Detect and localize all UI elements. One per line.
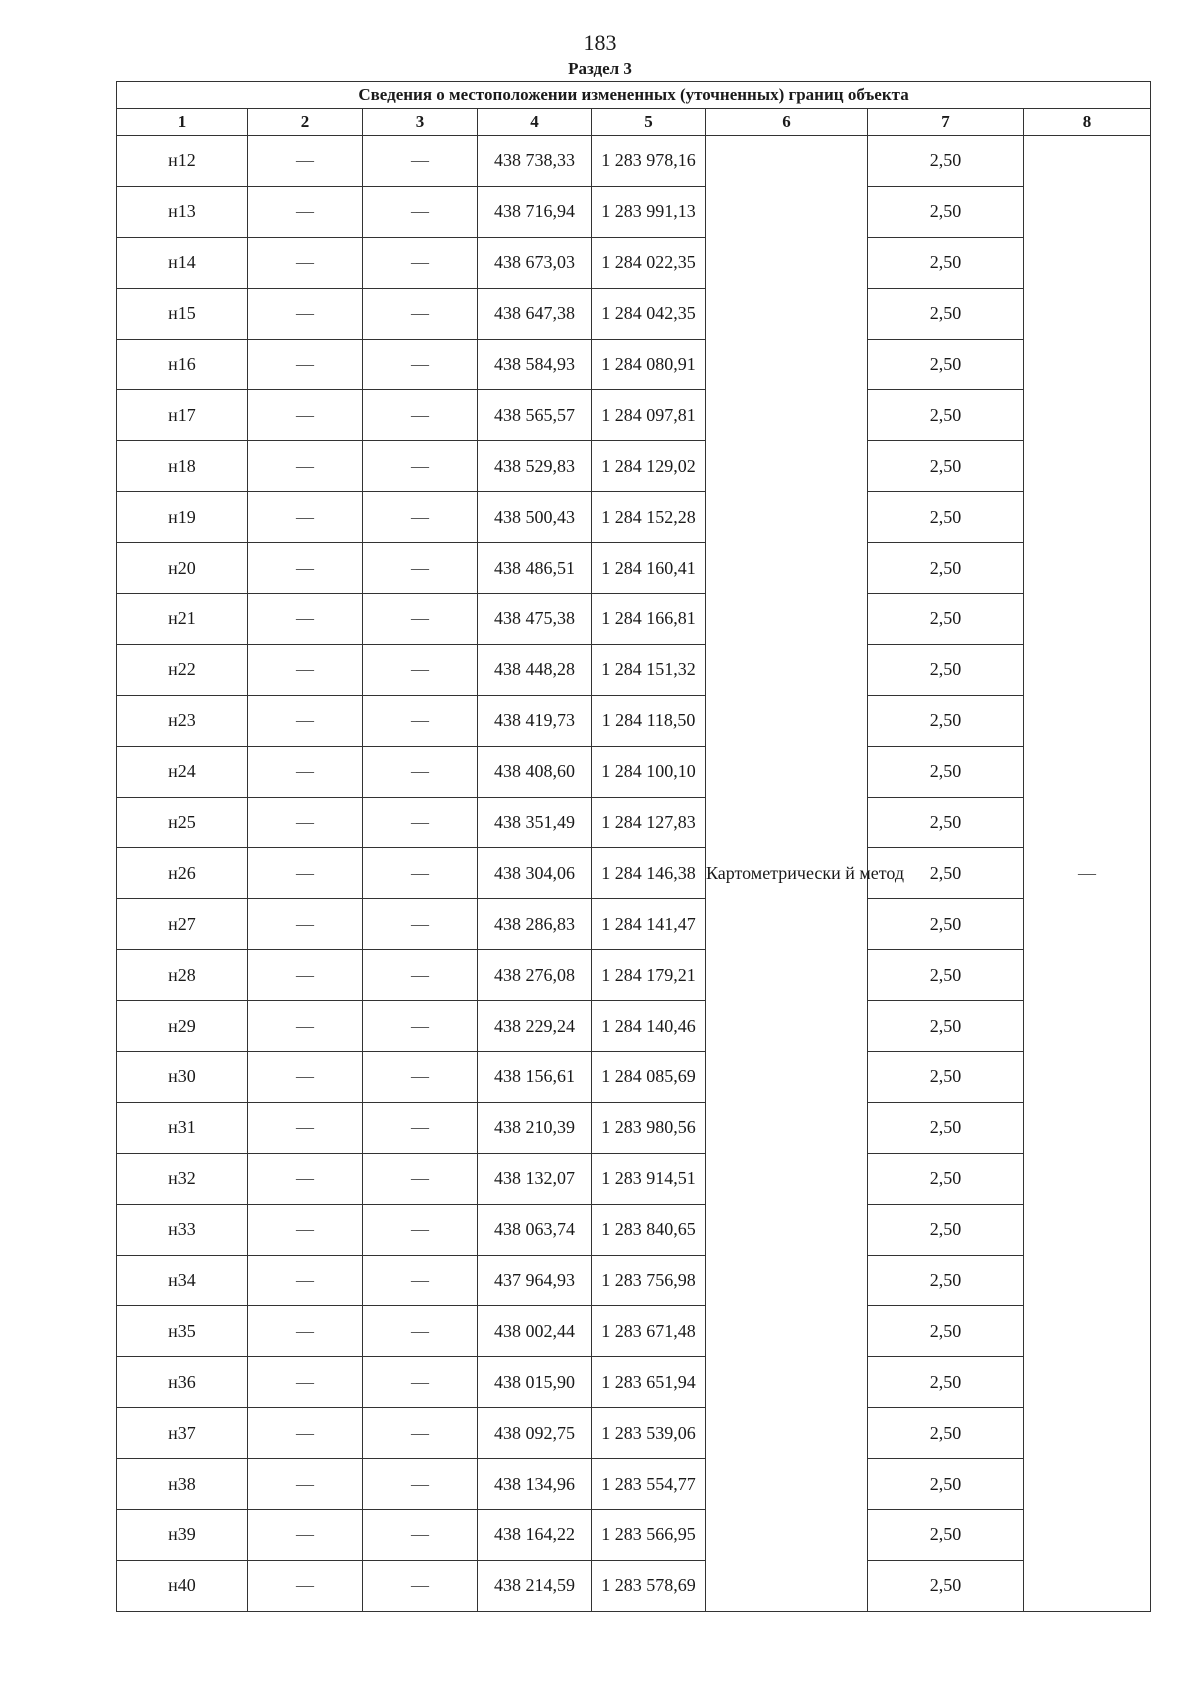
column-3-cell: — xyxy=(363,1357,478,1408)
table-row xyxy=(117,136,1151,187)
column-2-cell: — xyxy=(248,695,363,746)
point-name-cell: н15 xyxy=(117,288,248,339)
x-coordinate-cell: 438 229,24 xyxy=(478,1001,592,1052)
column-number-row xyxy=(117,109,1151,136)
table-row xyxy=(117,1255,1151,1306)
accuracy-cell: 2,50 xyxy=(868,594,1024,645)
column-2-cell: — xyxy=(248,1001,363,1052)
y-coordinate-cell: 1 284 085,69 xyxy=(592,1052,706,1103)
table-row xyxy=(117,594,1151,645)
accuracy-cell: 2,50 xyxy=(868,1560,1024,1611)
column-2-cell: — xyxy=(248,136,363,187)
accuracy-cell: 2,50 xyxy=(868,1001,1024,1052)
y-coordinate-cell: 1 284 179,21 xyxy=(592,950,706,1001)
accuracy-cell: 2,50 xyxy=(868,1459,1024,1510)
point-name-cell: н30 xyxy=(117,1052,248,1103)
y-coordinate-cell: 1 283 991,13 xyxy=(592,186,706,237)
x-coordinate-cell: 438 529,83 xyxy=(478,441,592,492)
accuracy-cell: 2,50 xyxy=(868,848,1024,899)
y-coordinate-cell: 1 284 097,81 xyxy=(592,390,706,441)
table-row xyxy=(117,797,1151,848)
column-2-cell: — xyxy=(248,1560,363,1611)
column-2-cell: — xyxy=(248,644,363,695)
point-name-cell: н12 xyxy=(117,136,248,187)
x-coordinate-cell: 438 214,59 xyxy=(478,1560,592,1611)
y-coordinate-cell: 1 284 141,47 xyxy=(592,899,706,950)
table-row xyxy=(117,1408,1151,1459)
x-coordinate-cell: 438 565,57 xyxy=(478,390,592,441)
y-coordinate-cell: 1 284 127,83 xyxy=(592,797,706,848)
y-coordinate-cell: 1 283 651,94 xyxy=(592,1357,706,1408)
x-coordinate-cell: 438 408,60 xyxy=(478,746,592,797)
x-coordinate-cell: 438 647,38 xyxy=(478,288,592,339)
accuracy-cell: 2,50 xyxy=(868,288,1024,339)
accuracy-cell: 2,50 xyxy=(868,797,1024,848)
column-3-cell: — xyxy=(363,1560,478,1611)
accuracy-cell: 2,50 xyxy=(868,695,1024,746)
x-coordinate-cell: 438 500,43 xyxy=(478,492,592,543)
point-name-cell: н16 xyxy=(117,339,248,390)
column-3-cell: — xyxy=(363,1255,478,1306)
point-name-cell: н17 xyxy=(117,390,248,441)
table-row xyxy=(117,339,1151,390)
point-name-cell: н25 xyxy=(117,797,248,848)
column-3-cell: — xyxy=(363,390,478,441)
column-2-cell: — xyxy=(248,1510,363,1561)
table-row xyxy=(117,237,1151,288)
point-name-cell: н18 xyxy=(117,441,248,492)
point-name-cell: н31 xyxy=(117,1102,248,1153)
table-row xyxy=(117,848,1151,899)
accuracy-cell: 2,50 xyxy=(868,186,1024,237)
point-name-cell: н36 xyxy=(117,1357,248,1408)
y-coordinate-cell: 1 284 100,10 xyxy=(592,746,706,797)
accuracy-cell: 2,50 xyxy=(868,441,1024,492)
y-coordinate-cell: 1 284 080,91 xyxy=(592,339,706,390)
column-2-cell: — xyxy=(248,1306,363,1357)
table-row xyxy=(117,695,1151,746)
point-name-cell: н14 xyxy=(117,237,248,288)
accuracy-cell: 2,50 xyxy=(868,390,1024,441)
table-row xyxy=(117,1153,1151,1204)
y-coordinate-cell: 1 283 578,69 xyxy=(592,1560,706,1611)
accuracy-cell: 2,50 xyxy=(868,950,1024,1001)
column-2-cell: — xyxy=(248,848,363,899)
table-row xyxy=(117,1001,1151,1052)
x-coordinate-cell: 438 419,73 xyxy=(478,695,592,746)
x-coordinate-cell: 438 092,75 xyxy=(478,1408,592,1459)
x-coordinate-cell: 438 486,51 xyxy=(478,543,592,594)
x-coordinate-cell: 438 351,49 xyxy=(478,797,592,848)
y-coordinate-cell: 1 283 914,51 xyxy=(592,1153,706,1204)
table-body xyxy=(117,136,1151,1612)
y-coordinate-cell: 1 284 146,38 xyxy=(592,848,706,899)
column-2-cell: — xyxy=(248,797,363,848)
x-coordinate-cell: 438 156,61 xyxy=(478,1052,592,1103)
point-name-cell: н33 xyxy=(117,1204,248,1255)
y-coordinate-cell: 1 284 152,28 xyxy=(592,492,706,543)
column-3-cell: — xyxy=(363,899,478,950)
table-row xyxy=(117,441,1151,492)
column-2-cell: — xyxy=(248,390,363,441)
column-3-cell: — xyxy=(363,1204,478,1255)
column-3-cell: — xyxy=(363,1001,478,1052)
accuracy-cell: 2,50 xyxy=(868,339,1024,390)
y-coordinate-cell: 1 284 118,50 xyxy=(592,695,706,746)
table-row xyxy=(117,899,1151,950)
accuracy-cell: 2,50 xyxy=(868,1306,1024,1357)
accuracy-cell: 2,50 xyxy=(868,136,1024,187)
column-3-cell: — xyxy=(363,441,478,492)
table-row xyxy=(117,1306,1151,1357)
column-number-5: 5 xyxy=(592,109,706,136)
x-coordinate-cell: 438 304,06 xyxy=(478,848,592,899)
section-title: Раздел 3 xyxy=(568,59,632,78)
x-coordinate-cell: 438 716,94 xyxy=(478,186,592,237)
column-2-cell: — xyxy=(248,899,363,950)
x-coordinate-cell: 438 002,44 xyxy=(478,1306,592,1357)
column-2-cell: — xyxy=(248,492,363,543)
point-name-cell: н39 xyxy=(117,1510,248,1561)
point-name-cell: н29 xyxy=(117,1001,248,1052)
x-coordinate-cell: 438 738,33 xyxy=(478,136,592,187)
boundary-coordinates-table xyxy=(116,81,1151,1612)
column-number-2: 2 xyxy=(248,109,363,136)
column-number-1: 1 xyxy=(117,109,248,136)
column-2-cell: — xyxy=(248,1255,363,1306)
table-row xyxy=(117,1052,1151,1103)
point-name-cell: н28 xyxy=(117,950,248,1001)
accuracy-cell: 2,50 xyxy=(868,1255,1024,1306)
column-2-cell: — xyxy=(248,1357,363,1408)
table-caption: Сведения о местоположении измененных (уточненных) границ объекта xyxy=(117,82,1151,109)
column-3-cell: — xyxy=(363,1459,478,1510)
column-2-cell: — xyxy=(248,950,363,1001)
column-2-cell: — xyxy=(248,543,363,594)
y-coordinate-cell: 1 284 151,32 xyxy=(592,644,706,695)
x-coordinate-cell: 438 276,08 xyxy=(478,950,592,1001)
table-row xyxy=(117,390,1151,441)
column-3-cell: — xyxy=(363,950,478,1001)
column-2-cell: — xyxy=(248,1459,363,1510)
table-row xyxy=(117,288,1151,339)
y-coordinate-cell: 1 283 554,77 xyxy=(592,1459,706,1510)
point-name-cell: н21 xyxy=(117,594,248,645)
table-row xyxy=(117,543,1151,594)
accuracy-cell: 2,50 xyxy=(868,1408,1024,1459)
point-name-cell: н19 xyxy=(117,492,248,543)
accuracy-cell: 2,50 xyxy=(868,1153,1024,1204)
table-row xyxy=(117,746,1151,797)
point-name-cell: н35 xyxy=(117,1306,248,1357)
accuracy-cell: 2,50 xyxy=(868,1510,1024,1561)
column-2-cell: — xyxy=(248,594,363,645)
column-2-cell: — xyxy=(248,1204,363,1255)
point-name-cell: н26 xyxy=(117,848,248,899)
y-coordinate-cell: 1 283 566,95 xyxy=(592,1510,706,1561)
table-row xyxy=(117,1560,1151,1611)
point-name-cell: н22 xyxy=(117,644,248,695)
accuracy-cell: 2,50 xyxy=(868,746,1024,797)
x-coordinate-cell: 438 210,39 xyxy=(478,1102,592,1153)
page-number: 183 xyxy=(583,30,617,55)
column-3-cell: — xyxy=(363,237,478,288)
y-coordinate-cell: 1 283 978,16 xyxy=(592,136,706,187)
table-row xyxy=(117,1357,1151,1408)
x-coordinate-cell: 438 448,28 xyxy=(478,644,592,695)
point-name-cell: н40 xyxy=(117,1560,248,1611)
point-name-cell: н34 xyxy=(117,1255,248,1306)
column-8-cell: — xyxy=(1024,136,1151,1612)
column-3-cell: — xyxy=(363,288,478,339)
table-row xyxy=(117,1510,1151,1561)
point-name-cell: н37 xyxy=(117,1408,248,1459)
table-row xyxy=(117,644,1151,695)
point-name-cell: н13 xyxy=(117,186,248,237)
y-coordinate-cell: 1 284 140,46 xyxy=(592,1001,706,1052)
column-3-cell: — xyxy=(363,339,478,390)
accuracy-cell: 2,50 xyxy=(868,899,1024,950)
column-2-cell: — xyxy=(248,186,363,237)
column-2-cell: — xyxy=(248,1153,363,1204)
y-coordinate-cell: 1 283 840,65 xyxy=(592,1204,706,1255)
column-number-7: 7 xyxy=(868,109,1024,136)
column-number-8: 8 xyxy=(1024,109,1151,136)
column-3-cell: — xyxy=(363,1408,478,1459)
column-2-cell: — xyxy=(248,1052,363,1103)
y-coordinate-cell: 1 283 756,98 xyxy=(592,1255,706,1306)
column-3-cell: — xyxy=(363,186,478,237)
column-number-4: 4 xyxy=(478,109,592,136)
table-row xyxy=(117,186,1151,237)
y-coordinate-cell: 1 284 160,41 xyxy=(592,543,706,594)
column-2-cell: — xyxy=(248,339,363,390)
column-3-cell: — xyxy=(363,1510,478,1561)
x-coordinate-cell: 438 475,38 xyxy=(478,594,592,645)
column-3-cell: — xyxy=(363,492,478,543)
accuracy-cell: 2,50 xyxy=(868,237,1024,288)
y-coordinate-cell: 1 283 539,06 xyxy=(592,1408,706,1459)
column-3-cell: — xyxy=(363,136,478,187)
x-coordinate-cell: 438 584,93 xyxy=(478,339,592,390)
column-3-cell: — xyxy=(363,695,478,746)
table-row xyxy=(117,1204,1151,1255)
column-number-3: 3 xyxy=(363,109,478,136)
y-coordinate-cell: 1 284 129,02 xyxy=(592,441,706,492)
method-cell: Картометрически й метод xyxy=(706,136,868,1612)
accuracy-cell: 2,50 xyxy=(868,1204,1024,1255)
column-3-cell: — xyxy=(363,594,478,645)
y-coordinate-cell: 1 284 166,81 xyxy=(592,594,706,645)
column-2-cell: — xyxy=(248,288,363,339)
table-row xyxy=(117,1102,1151,1153)
table-row xyxy=(117,492,1151,543)
column-2-cell: — xyxy=(248,441,363,492)
column-3-cell: — xyxy=(363,848,478,899)
column-3-cell: — xyxy=(363,1102,478,1153)
accuracy-cell: 2,50 xyxy=(868,1357,1024,1408)
y-coordinate-cell: 1 284 042,35 xyxy=(592,288,706,339)
point-name-cell: н24 xyxy=(117,746,248,797)
x-coordinate-cell: 438 673,03 xyxy=(478,237,592,288)
x-coordinate-cell: 438 286,83 xyxy=(478,899,592,950)
x-coordinate-cell: 437 964,93 xyxy=(478,1255,592,1306)
column-2-cell: — xyxy=(248,1408,363,1459)
column-3-cell: — xyxy=(363,543,478,594)
point-name-cell: н20 xyxy=(117,543,248,594)
point-name-cell: н38 xyxy=(117,1459,248,1510)
x-coordinate-cell: 438 164,22 xyxy=(478,1510,592,1561)
accuracy-cell: 2,50 xyxy=(868,1052,1024,1103)
column-3-cell: — xyxy=(363,746,478,797)
x-coordinate-cell: 438 063,74 xyxy=(478,1204,592,1255)
y-coordinate-cell: 1 283 671,48 xyxy=(592,1306,706,1357)
column-3-cell: — xyxy=(363,644,478,695)
table-row xyxy=(117,950,1151,1001)
x-coordinate-cell: 438 134,96 xyxy=(478,1459,592,1510)
x-coordinate-cell: 438 132,07 xyxy=(478,1153,592,1204)
column-number-6: 6 xyxy=(706,109,868,136)
accuracy-cell: 2,50 xyxy=(868,492,1024,543)
column-2-cell: — xyxy=(248,1102,363,1153)
column-3-cell: — xyxy=(363,1306,478,1357)
column-2-cell: — xyxy=(248,746,363,797)
accuracy-cell: 2,50 xyxy=(868,543,1024,594)
y-coordinate-cell: 1 283 980,56 xyxy=(592,1102,706,1153)
column-3-cell: — xyxy=(363,797,478,848)
y-coordinate-cell: 1 284 022,35 xyxy=(592,237,706,288)
accuracy-cell: 2,50 xyxy=(868,644,1024,695)
column-3-cell: — xyxy=(363,1153,478,1204)
x-coordinate-cell: 438 015,90 xyxy=(478,1357,592,1408)
accuracy-cell: 2,50 xyxy=(868,1102,1024,1153)
point-name-cell: н32 xyxy=(117,1153,248,1204)
column-2-cell: — xyxy=(248,237,363,288)
point-name-cell: н23 xyxy=(117,695,248,746)
column-3-cell: — xyxy=(363,1052,478,1103)
point-name-cell: н27 xyxy=(117,899,248,950)
table-row xyxy=(117,1459,1151,1510)
